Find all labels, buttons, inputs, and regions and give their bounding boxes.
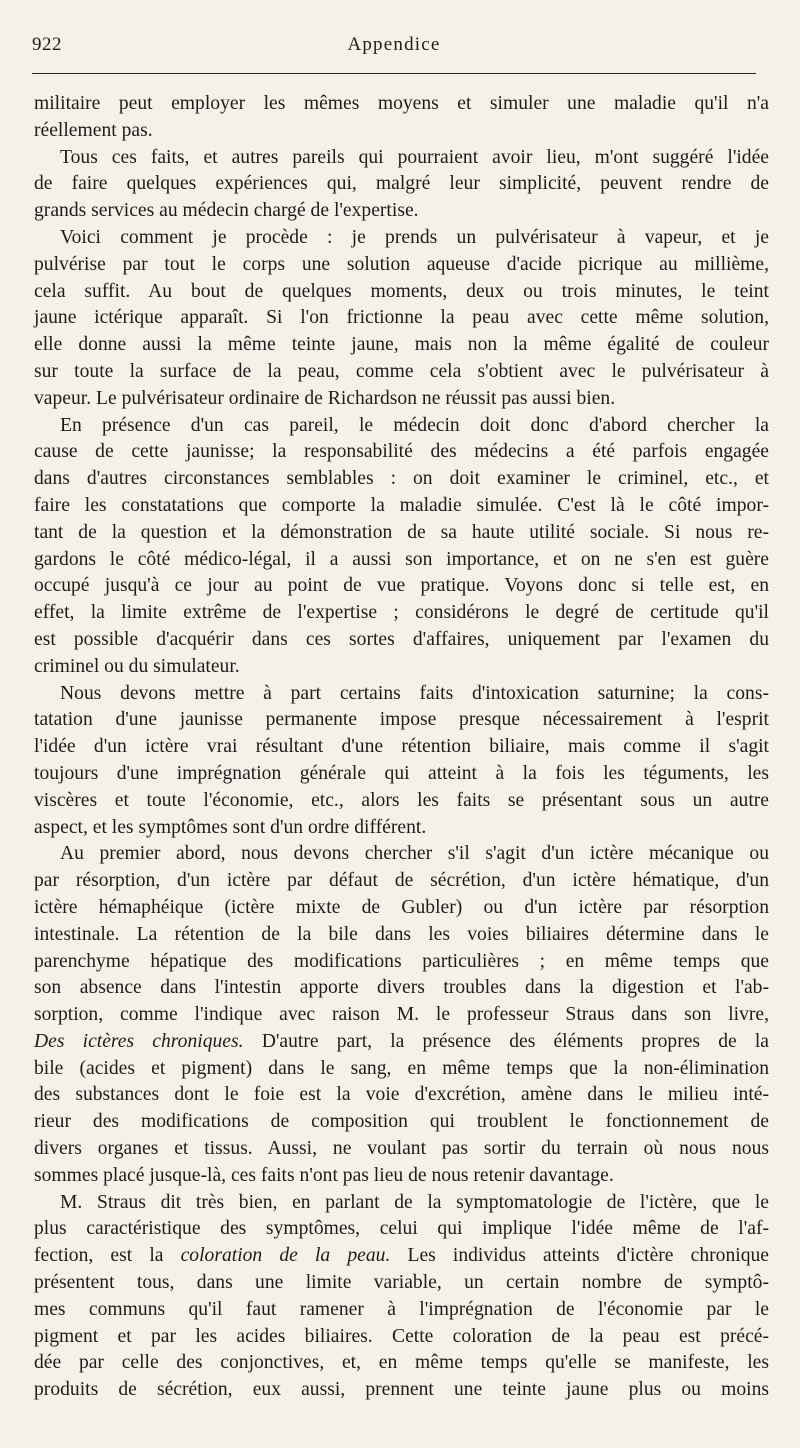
text-line: sommes placé jusque-là, ces faits n'ont pas lieu de nous retenir davantage. [34,1164,614,1186]
text-line: plus caractéristique des symptômes, celui qui implique l'idée même de l'af- [34,1218,769,1240]
text-fragment: fection, est la [34,1245,181,1267]
text-line: divers organes et tissus. Aussi, ne voulant pas sortir du terrain où nous nous [34,1138,769,1160]
text-line: vapeur. Le pulvérisateur ordinaire de Richardson ne réussit pas aussi bien. [34,387,616,409]
paragraph [34,91,769,145]
text-line: bile (acides et pigment) dans le sang, en même temps que la non-élimination [34,1057,769,1079]
text-line: cause de cette jaunisse; la responsabilité des médecins a été parfois engagée [34,441,769,463]
text-line: occupé jusqu'à ce jour au point de vue pratique. Voyons donc si telle est, en [34,575,769,597]
text-line: En présence d'un cas pareil, le médecin doit donc d'abord chercher la [60,414,769,436]
text-line: sorption, comme l'indique avec raison M. le professeur Straus dans son livre, [34,1004,769,1026]
text-fragment: D'autre part, la présence des éléments propres de la [243,1030,769,1052]
text-line: Tous ces faits, et autres pareils qui pourraient avoir lieu, m'ont suggéré l'idée [60,146,769,168]
body-text [34,91,769,1404]
text-line: jaune ictérique apparaît. Si l'on frictionne la peau avec cette même solution, [34,307,769,329]
emphasis-italic: coloration de la peau. [180,1245,391,1267]
text-line: réellement pas. [34,119,153,141]
text-line: tatation d'une jaunisse permanente impose presque nécessairement à l'esprit [34,709,769,731]
paragraph [34,413,769,681]
text-line: cela suffit. Au bout de quelques moments, deux ou trois minutes, le teint [34,280,769,302]
page-number: 922 [32,34,62,55]
text-line: tant de la question et la démonstration de sa haute utilité sociale. Si nous re- [34,521,769,543]
text-line: M. Straus dit très bien, en parlant de la symptomatologie de l'ictère, que le [60,1191,769,1213]
text-line: mes communs qu'il faut ramener à l'imprégnation de l'économie par le [34,1298,769,1320]
paragraph [34,681,769,842]
running-head [32,34,756,60]
book-title-italic: Des ictères chroniques. [34,1030,244,1052]
text-line [34,1243,769,1270]
header-rule [32,73,756,74]
text-line: l'idée d'un ictère vrai résultant d'une rétention biliaire, mais comme il s'agit [34,736,769,758]
text-line: est possible d'acquérir dans ces sortes d'affaires, uniquement par l'examen du [34,628,769,650]
text-line: pulvérise par tout le corps une solution aqueuse d'acide picrique au millième, [34,253,769,275]
text-line: toujours d'une imprégnation générale qui atteint à la fois les téguments, les [34,762,769,784]
running-title: Appendice [347,34,441,55]
text-line: par résorption, d'un ictère par défaut de sécrétion, d'un ictère hématique, d'un [34,870,769,892]
text-line: criminel ou du simulateur. [34,655,240,677]
text-line: grands services au médecin chargé de l'expertise. [34,200,419,222]
text-line: faire les constatations que comporte la maladie simulée. C'est là le côté impor- [34,494,769,516]
text-line: parenchyme hépatique des modifications particulières ; en même temps que [34,950,769,972]
paragraph [34,841,769,1189]
text-line: pigment et par les acides biliaires. Cette coloration de la peau est précé- [34,1325,769,1347]
text-line: de faire quelques expériences qui, malgré leur simplicité, peuvent rendre de [34,173,769,195]
text-line: viscères et toute l'économie, etc., alors les faits se présentant sous un autre [34,789,769,811]
text-line: militaire peut employer les mêmes moyens et simuler une maladie qu'il n'a [34,93,769,114]
text-line: elle donne aussi la même teinte jaune, mais non la même égalité de couleur [34,334,769,356]
text-line: son absence dans l'intestin apporte divers troubles dans la digestion et l'ab- [34,977,769,999]
text-line: ictère hémaphéique (ictère mixte de Gubler) ou d'un ictère par résorption [34,896,769,918]
text-line: sur toute la surface de la peau, comme cela s'obtient avec le pulvérisateur à [34,360,769,382]
text-line: rieur des modifications de composition qui troublent le fonctionnement de [34,1111,769,1133]
paragraph [34,1190,769,1404]
text-line [34,1029,769,1056]
text-line: Nous devons mettre à part certains faits d'intoxication saturnine; la cons- [60,682,769,704]
text-line: Voici comment je procède : je prends un pulvérisateur à vapeur, et je [60,226,769,248]
text-line: intestinale. La rétention de la bile dans les voies biliaires détermine dans le [34,923,769,945]
paragraph [34,145,769,225]
paragraph [34,225,769,413]
text-line: présentent tous, dans une limite variable, un certain nombre de symptô- [34,1272,769,1294]
text-line: Au premier abord, nous devons chercher s'il s'agit d'un ictère mécanique ou [60,843,769,865]
text-line: produits de sécrétion, eux aussi, prennent une teinte jaune plus ou moins [34,1379,769,1401]
text-fragment: Les individus atteints d'ictère chronique [390,1245,769,1267]
text-line: aspect, et les symptômes sont d'un ordre différent. [34,816,427,838]
text-line: dée par celle des conjonctives, et, en même temps qu'elle se manifeste, les [34,1352,769,1374]
text-line: gardons le côté médico-légal, il a aussi son importance, et on ne s'en est guère [34,548,769,570]
text-line: des substances dont le foie est la voie d'excrétion, amène dans le milieu inté- [34,1084,769,1106]
text-line: dans d'autres circonstances semblables : on doit examiner le criminel, etc., et [34,468,769,490]
text-line: effet, la limite extrême de l'expertise ; considérons le degré de certitude qu'il [34,602,769,624]
